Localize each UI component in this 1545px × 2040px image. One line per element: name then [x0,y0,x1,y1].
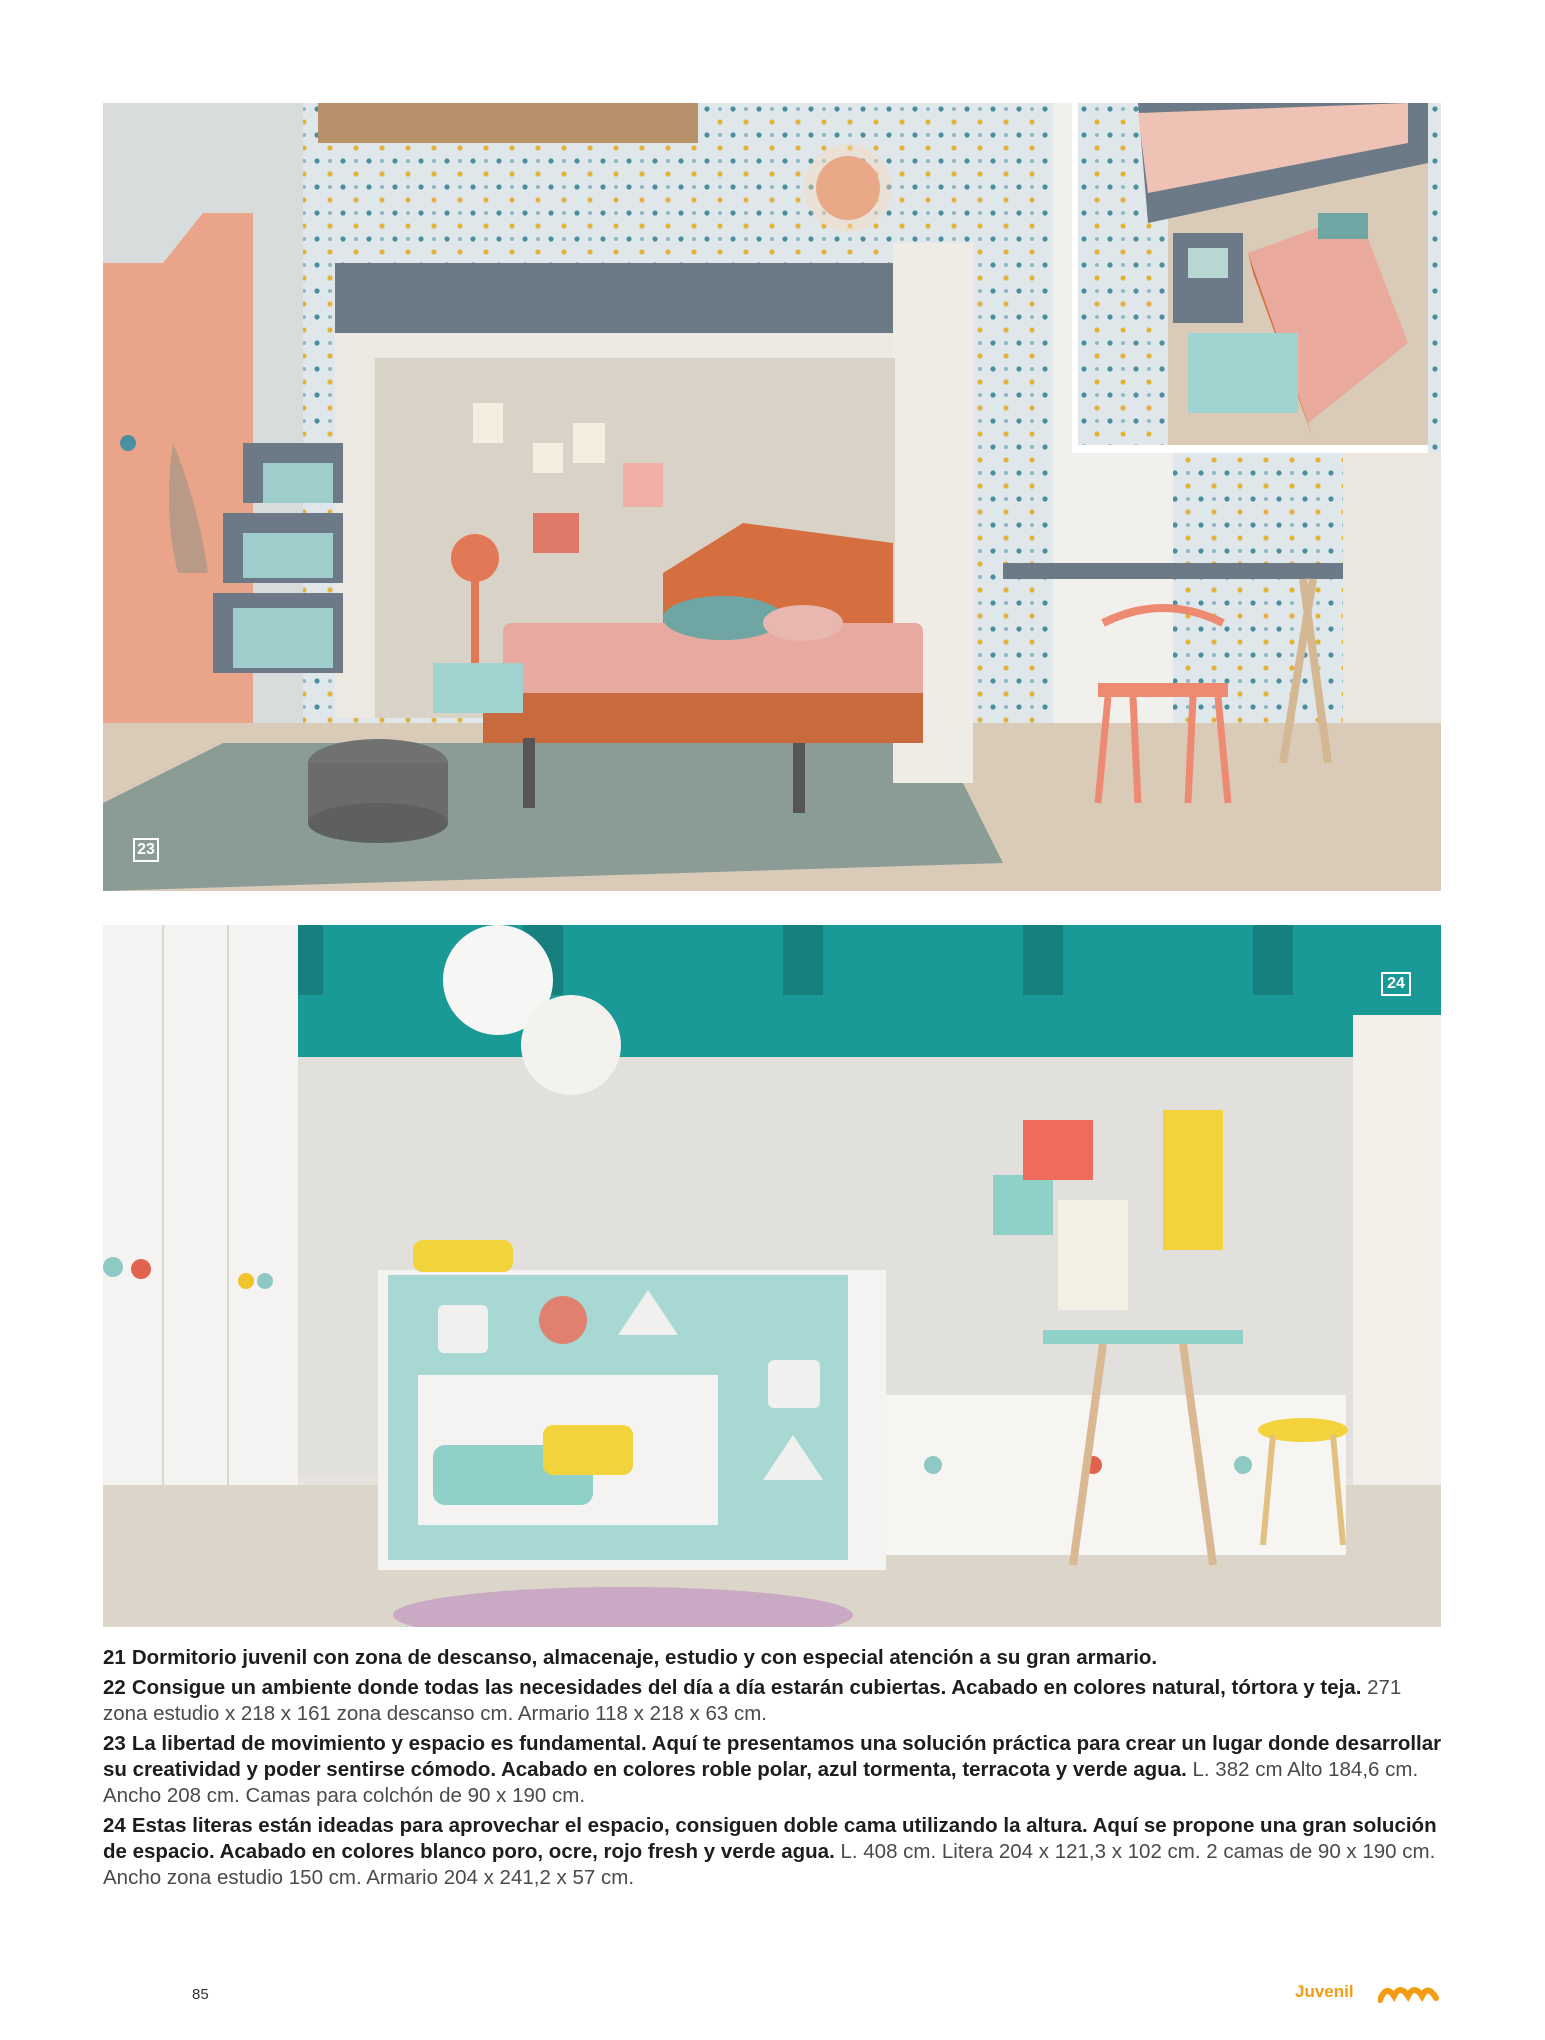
caption-lead: Dormitorio juvenil con zona de descanso, almacenaje, estudio y con especial atención a su gran armario. [131,1646,1158,1669]
photo-24-illustration [103,925,1441,1627]
caption-24 [103,1813,1443,1891]
caption-dimensions: L. 382 cm Alto 184,6 cm. Ancho 208 cm. Camas para colchón de 90 x 190 cm. [103,1758,1419,1807]
caption-22 [103,1675,1443,1727]
brand-logo-icon [1378,1978,1440,2008]
caption-number: 24 [103,1814,126,1837]
caption-list [103,1645,1443,1895]
caption-dimensions: L. 408 cm. Litera 204 x 121,3 x 102 cm. 2 camas de 90 x 190 cm. Ancho zona estudio 150 cm. Armario 204 x 241,2 x 57 cm. [103,1840,1436,1889]
caption-lead: La libertad de movimiento y espacio es fundamental. Aquí te presentamos una solución práctica para crear un lugar donde desarrollar su creatividad y poder sentirse cómodo. Acabado en colores roble polar, azul tormenta, terracota y verde agua. [103,1732,1442,1781]
caption-number: 22 [103,1676,126,1699]
inset-illustration [1078,103,1428,445]
caption-number: 21 [103,1646,126,1669]
caption-21 [103,1645,1443,1671]
photo-inset [1072,103,1428,453]
photo-24 [103,925,1441,1627]
caption-number: 23 [103,1732,126,1755]
page-number: 85 [192,1986,209,2003]
photo-number-badge: 24 [1381,972,1411,996]
caption-dimensions: 271 zona estudio x 218 x 161 zona descanso cm. Armario 118 x 218 x 63 cm. [103,1676,1402,1725]
caption-23 [103,1731,1443,1809]
photo-number-badge: 23 [133,838,159,862]
caption-lead: Estas literas están ideadas para aprovechar el espacio, consiguen doble cama utilizando la altura. Aquí se propone una gran solución de espacio. Acabado en colores blanco poro, ocre, rojo fresh y verde agua. [103,1814,1437,1863]
section-title: Juvenil [1295,1982,1354,2001]
caption-lead: Consigue un ambiente donde todas las necesidades del día a día estarán cubiertas. Acabado en colores natural, tórtora y teja. [131,1676,1362,1699]
